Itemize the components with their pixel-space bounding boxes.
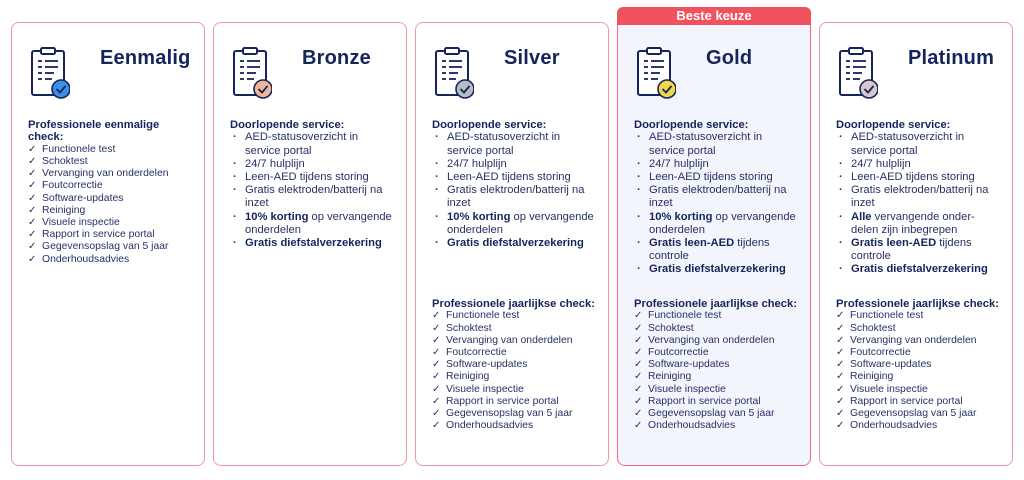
plan-title: Bronze: [302, 47, 371, 69]
checklist-item: ✓ Vervanging van onderdelen: [28, 168, 194, 180]
service-section-title: Doorlopende service:: [230, 119, 345, 131]
service-item: [634, 263, 800, 276]
service-item: · 10% korting op vervangende onderdelen: [432, 211, 598, 237]
service-item: · 24/7 hulplijn: [836, 158, 1002, 171]
service-list: [432, 131, 598, 250]
checklist-item: ✓ Foutcorrectie: [432, 347, 598, 359]
check-section-title: Professionele eenmalige check:: [28, 119, 160, 144]
service-item-highlight: Alle: [851, 210, 872, 223]
plan-title: Platinum: [908, 47, 995, 69]
service-item: · Gratis elektroden/batterij na inzet: [432, 184, 598, 210]
checklist-item: ✓ Rapport in service portal: [634, 396, 800, 408]
service-item: · Gratis leen-AED tijdens controle: [836, 237, 1002, 263]
service-item: · Alle vervangende onder-delen zijn inbegrepen: [836, 211, 1002, 237]
service-item-highlight: Gratis leen-AED: [649, 237, 735, 250]
checklist-item: ✓ Functionele test: [432, 310, 598, 322]
plan-card-silver: [415, 22, 609, 466]
yearly-check-section: [432, 298, 598, 432]
checklist-item: ✓ Schoktest: [432, 323, 598, 335]
plan-card-platinum: [819, 22, 1013, 466]
service-section-title: Doorlopende service:: [836, 119, 951, 131]
checklist-document-icon: [232, 47, 272, 101]
checklist-item: ✓ Software-updates: [432, 359, 598, 371]
checklist-item: ✓ Rapport in service portal: [432, 396, 598, 408]
service-item-highlight: 10% korting: [649, 210, 713, 223]
checklist-item: ✓ Gegevensopslag van 5 jaar: [28, 241, 194, 253]
service-item: · 24/7 hulplijn: [230, 158, 396, 171]
service-item-highlight: Gratis diefstalverzekering: [851, 263, 988, 276]
checklist-item: ✓ Reiniging: [432, 371, 598, 383]
service-item: · Gratis elektroden/batterij na inzet: [230, 184, 396, 210]
yearly-check-section: [836, 298, 1002, 432]
checklist-item: ✓ Vervanging van onderdelen: [432, 335, 598, 347]
service-item-highlight: Gratis diefstalverzekering: [245, 237, 382, 250]
checklist-item: ✓ Schoktest: [836, 323, 1002, 335]
checklist-item: ✓ Software-updates: [836, 359, 1002, 371]
checklist-item: ✓ Onderhoudsadvies: [28, 254, 194, 266]
plan-header: [230, 23, 396, 103]
checklist-item: ✓ Visuele inspectie: [28, 217, 194, 229]
plan-header: [432, 23, 598, 103]
plan-title: Gold: [706, 47, 753, 69]
checklist: [634, 310, 800, 432]
checklist-item: ✓ Gegevensopslag van 5 jaar: [432, 408, 598, 420]
checklist-item: ✓ Onderhoudsadvies: [836, 420, 1002, 432]
checklist-item: ✓ Visuele inspectie: [836, 384, 1002, 396]
service-item: · AED-statusoverzicht in service portal: [230, 131, 396, 157]
plan-header: [28, 23, 194, 103]
checklist-item: ✓ Foutcorrectie: [836, 347, 1002, 359]
service-item: · 24/7 hulplijn: [634, 158, 800, 171]
service-item-highlight: Gratis leen-AED: [851, 237, 937, 250]
service-item-highlight: Gratis diefstalverzekering: [649, 263, 786, 276]
best-choice-badge: Beste keuze: [617, 7, 811, 25]
service-item-highlight: 10% korting: [447, 210, 511, 223]
plan-title: Silver: [504, 47, 560, 69]
yearly-check-title: Professionele jaarlijkse check:: [836, 298, 999, 310]
checklist-item: ✓ Visuele inspectie: [634, 384, 800, 396]
service-item: · Leen-AED tijdens storing: [634, 171, 800, 184]
service-item: · AED-statusoverzicht in service portal: [432, 131, 598, 157]
service-item: · 24/7 hulplijn: [432, 158, 598, 171]
checklist: [28, 144, 194, 266]
checklist-item: ✓ Functionele test: [634, 310, 800, 322]
checklist: [432, 310, 598, 432]
checklist-item: ✓ Gegevensopslag van 5 jaar: [634, 408, 800, 420]
checklist-item: ✓ Functionele test: [28, 144, 194, 156]
service-item: · Gratis elektroden/batterij na inzet: [634, 184, 800, 210]
checklist-item: ✓ Onderhoudsadvies: [634, 420, 800, 432]
checklist-item: ✓ Foutcorrectie: [28, 180, 194, 192]
service-item: [230, 237, 396, 250]
checklist-document-icon: [636, 47, 676, 101]
yearly-check-title: Professionele jaarlijkse check:: [634, 298, 797, 310]
checklist-item: ✓ Gegevensopslag van 5 jaar: [836, 408, 1002, 420]
plan-title: Eenmalig: [100, 47, 191, 69]
checklist-item: ✓ Reiniging: [634, 371, 800, 383]
checklist-item: ✓ Rapport in service portal: [28, 229, 194, 241]
service-item: · Leen-AED tijdens storing: [432, 171, 598, 184]
service-item-highlight: Gratis diefstalverzekering: [447, 237, 584, 250]
service-list: [230, 131, 396, 250]
service-list: [634, 131, 800, 276]
checklist-item: ✓ Reiniging: [836, 371, 1002, 383]
service-item: [836, 263, 1002, 276]
service-item: · Gratis leen-AED tijdens controle: [634, 237, 800, 263]
plan-card-gold: [617, 8, 811, 466]
checklist-item: ✓ Schoktest: [634, 323, 800, 335]
pricing-cards: [11, 8, 1013, 466]
service-list: [836, 131, 1002, 276]
plan-header: [634, 23, 800, 103]
checklist-document-icon: [30, 47, 70, 101]
service-section-title: Doorlopende service:: [432, 119, 547, 131]
checklist-item: ✓ Reiniging: [28, 205, 194, 217]
checklist-item: ✓ Software-updates: [634, 359, 800, 371]
checklist-item: ✓ Vervanging van onderdelen: [634, 335, 800, 347]
checklist-document-icon: [434, 47, 474, 101]
checklist-item: ✓ Schoktest: [28, 156, 194, 168]
service-item: · 10% korting op vervangende onderdelen: [230, 211, 396, 237]
service-item: · AED-statusoverzicht in service portal: [836, 131, 1002, 157]
service-item: · Gratis elektroden/batterij na inzet: [836, 184, 1002, 210]
checklist-item: ✓ Onderhoudsadvies: [432, 420, 598, 432]
service-item: · Leen-AED tijdens storing: [230, 171, 396, 184]
checklist: [836, 310, 1002, 432]
checklist-item: ✓ Rapport in service portal: [836, 396, 1002, 408]
yearly-check-section: [634, 298, 800, 432]
checklist-item: ✓ Foutcorrectie: [634, 347, 800, 359]
checklist-item: ✓ Visuele inspectie: [432, 384, 598, 396]
service-section-title: Doorlopende service:: [634, 119, 749, 131]
service-item: · 10% korting op vervangende onderdelen: [634, 211, 800, 237]
plan-card-bronze: [213, 22, 407, 466]
service-item-highlight: 10% korting: [245, 210, 309, 223]
plan-header: [836, 23, 1002, 103]
service-item: · Leen-AED tijdens storing: [836, 171, 1002, 184]
plan-card-eenmalig: [11, 22, 205, 466]
service-item: [432, 237, 598, 250]
checklist-item: ✓ Functionele test: [836, 310, 1002, 322]
service-item: · AED-statusoverzicht in service portal: [634, 131, 800, 157]
yearly-check-title: Professionele jaarlijkse check:: [432, 298, 595, 310]
checklist-document-icon: [838, 47, 878, 101]
checklist-item: ✓ Vervanging van onderdelen: [836, 335, 1002, 347]
checklist-item: ✓ Software-updates: [28, 193, 194, 205]
